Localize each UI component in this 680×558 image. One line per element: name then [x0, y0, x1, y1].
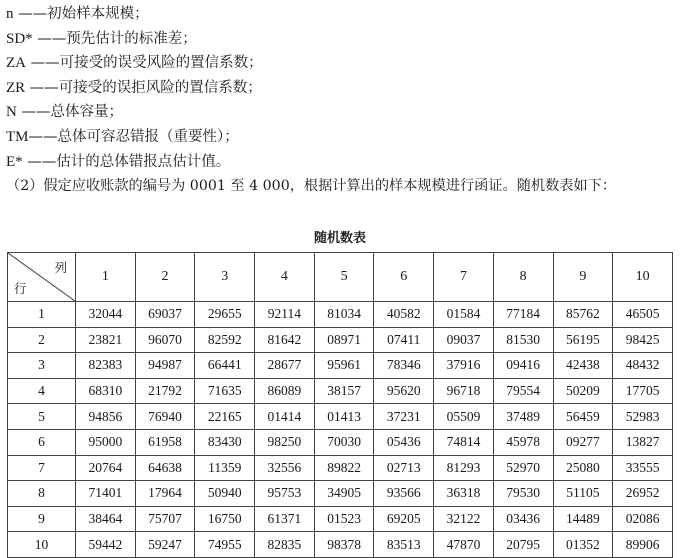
- symbol-tm: TM: [6, 128, 29, 145]
- definition-zr: [6, 76, 676, 101]
- table-cell: 98250: [255, 429, 315, 455]
- table-row: [8, 378, 673, 404]
- row-label: 5: [8, 404, 76, 430]
- table-cell: 37489: [493, 404, 553, 430]
- intro-paragraph: （2）假定应收账款的编号为 0001 至 4 000，根据计算出的样本规模进行函证。随机数表如下：: [6, 178, 617, 195]
- table-cell: 02086: [613, 506, 673, 532]
- table-cell: 52983: [613, 404, 673, 430]
- table-cell: 38157: [314, 378, 374, 404]
- table-cell: 95961: [314, 353, 374, 379]
- table-cell: 95000: [76, 429, 136, 455]
- table-cell: 61958: [135, 429, 195, 455]
- table-cell: 26952: [613, 481, 673, 507]
- table-cell: 36318: [434, 481, 494, 507]
- table-cell: 82383: [76, 353, 136, 379]
- header-row: [8, 253, 673, 302]
- table-cell: 01523: [314, 506, 374, 532]
- table-cell: 96718: [434, 378, 494, 404]
- symbol-e: E*: [6, 153, 23, 170]
- table-cell: 37916: [434, 353, 494, 379]
- table-cell: 66441: [195, 353, 255, 379]
- table-cell: 56195: [553, 327, 613, 353]
- table-cell: 50209: [553, 378, 613, 404]
- table-cell: 61371: [255, 506, 315, 532]
- row-label: 4: [8, 378, 76, 404]
- table-cell: 81034: [314, 302, 374, 328]
- corner-cell: [8, 253, 76, 302]
- table-cell: 38464: [76, 506, 136, 532]
- column-header: 7: [434, 253, 494, 302]
- column-header: 6: [374, 253, 434, 302]
- table-cell: 01413: [314, 404, 374, 430]
- definition-e: [6, 150, 676, 175]
- table-cell: 52970: [493, 455, 553, 481]
- table-cell: 01352: [553, 532, 613, 558]
- table-cell: 21792: [135, 378, 195, 404]
- table-cell: 42438: [553, 353, 613, 379]
- table-cell: 79530: [493, 481, 553, 507]
- table-cell: 03436: [493, 506, 553, 532]
- definition-text: ——可接受的误受风险的置信系数；: [26, 55, 263, 72]
- row-label: 9: [8, 506, 76, 532]
- table-cell: 48432: [613, 353, 673, 379]
- table-cell: 96070: [135, 327, 195, 353]
- table-cell: 01584: [434, 302, 494, 328]
- table-cell: 09277: [553, 429, 613, 455]
- table-cell: 28677: [255, 353, 315, 379]
- row-label: 8: [8, 481, 76, 507]
- definitions-list: [6, 2, 676, 199]
- column-header: 8: [493, 253, 553, 302]
- definition-za: [6, 51, 676, 76]
- table-row: [8, 429, 673, 455]
- table-cell: 02713: [374, 455, 434, 481]
- definition-text: ——总体容量；: [16, 104, 123, 121]
- table-cell: 70030: [314, 429, 374, 455]
- table-cell: 89906: [613, 532, 673, 558]
- table-cell: 17705: [613, 378, 673, 404]
- table-cell: 23821: [76, 327, 136, 353]
- table-cell: 33555: [613, 455, 673, 481]
- table-row: [8, 532, 673, 558]
- table-cell: 94856: [76, 404, 136, 430]
- table-cell: 32044: [76, 302, 136, 328]
- table-cell: 59247: [135, 532, 195, 558]
- column-header: 1: [76, 253, 136, 302]
- table-cell: 69205: [374, 506, 434, 532]
- table-cell: 69037: [135, 302, 195, 328]
- table-cell: 47870: [434, 532, 494, 558]
- table-cell: 98378: [314, 532, 374, 558]
- table-cell: 25080: [553, 455, 613, 481]
- symbol-sd: SD*: [6, 30, 33, 47]
- definition-n-total: [6, 100, 676, 125]
- table-cell: 09416: [493, 353, 553, 379]
- definition-sd: [6, 27, 676, 52]
- definition-tm: [6, 125, 676, 150]
- table-cell: 45978: [493, 429, 553, 455]
- table-cell: 56459: [553, 404, 613, 430]
- column-header: 3: [195, 253, 255, 302]
- symbol-zr: ZR: [6, 79, 26, 96]
- table-cell: 37231: [374, 404, 434, 430]
- table-cell: 09037: [434, 327, 494, 353]
- definition-text: ——初始样本规模；: [13, 6, 149, 22]
- symbol-n: n: [6, 6, 14, 22]
- definition-n: [6, 2, 676, 27]
- table-cell: 08971: [314, 327, 374, 353]
- definition-text: ——可接受的误拒风险的置信系数；: [25, 79, 262, 96]
- table-cell: 20795: [493, 532, 553, 558]
- symbol-n-total: N: [6, 104, 17, 121]
- table-cell: 14489: [553, 506, 613, 532]
- table-row: [8, 302, 673, 328]
- table-cell: 98425: [613, 327, 673, 353]
- column-header: 5: [314, 253, 374, 302]
- table-cell: 32122: [434, 506, 494, 532]
- table-cell: 81530: [493, 327, 553, 353]
- table-cell: 71635: [195, 378, 255, 404]
- table-row: [8, 404, 673, 430]
- table-row: [8, 327, 673, 353]
- table-cell: 95753: [255, 481, 315, 507]
- definition-text: ——总体可容忍错报（重要性）；: [28, 128, 239, 145]
- table-cell: 74955: [195, 532, 255, 558]
- table-cell: 95620: [374, 378, 434, 404]
- definition-text: ——预先估计的标准差；: [32, 30, 197, 47]
- table-cell: 81642: [255, 327, 315, 353]
- random-number-table: [7, 252, 673, 558]
- table-cell: 51105: [553, 481, 613, 507]
- definition-text: ——估计的总体错报点估计值。: [22, 153, 231, 170]
- column-header-label: 列: [54, 260, 67, 275]
- table-cell: 40582: [374, 302, 434, 328]
- table-cell: 93566: [374, 481, 434, 507]
- column-header: 2: [135, 253, 195, 302]
- table-cell: 05509: [434, 404, 494, 430]
- row-label: 2: [8, 327, 76, 353]
- table-cell: 86089: [255, 378, 315, 404]
- table-cell: 64638: [135, 455, 195, 481]
- table-row: [8, 455, 673, 481]
- table-cell: 71401: [76, 481, 136, 507]
- table-cell: 07411: [374, 327, 434, 353]
- table-cell: 82835: [255, 532, 315, 558]
- table-cell: 11359: [195, 455, 255, 481]
- table-cell: 16750: [195, 506, 255, 532]
- row-label: 3: [8, 353, 76, 379]
- table-cell: 82592: [195, 327, 255, 353]
- column-header: 10: [613, 253, 673, 302]
- symbol-za: ZA: [6, 55, 26, 72]
- table-title: 随机数表: [313, 231, 366, 246]
- table-row: [8, 353, 673, 379]
- table-row: [8, 506, 673, 532]
- table-cell: 85762: [553, 302, 613, 328]
- table-body: [8, 302, 673, 558]
- table-row: [8, 481, 673, 507]
- row-label: 10: [8, 532, 76, 558]
- table-cell: 05436: [374, 429, 434, 455]
- column-header: 4: [255, 253, 315, 302]
- row-label: 6: [8, 429, 76, 455]
- table-cell: 94987: [135, 353, 195, 379]
- table-cell: 68310: [76, 378, 136, 404]
- table-cell: 83430: [195, 429, 255, 455]
- table-cell: 22165: [195, 404, 255, 430]
- table-cell: 46505: [613, 302, 673, 328]
- table-cell: 01414: [255, 404, 315, 430]
- row-label: 1: [8, 302, 76, 328]
- table-cell: 74814: [434, 429, 494, 455]
- row-header-label: 行: [14, 281, 27, 296]
- table-cell: 78346: [374, 353, 434, 379]
- table-cell: 76940: [135, 404, 195, 430]
- column-header: 9: [553, 253, 613, 302]
- table-cell: 77184: [493, 302, 553, 328]
- table-cell: 81293: [434, 455, 494, 481]
- table-cell: 75707: [135, 506, 195, 532]
- table-cell: 59442: [76, 532, 136, 558]
- table-cell: 29655: [195, 302, 255, 328]
- table-cell: 20764: [76, 455, 136, 481]
- table-cell: 79554: [493, 378, 553, 404]
- table-cell: 13827: [613, 429, 673, 455]
- table-cell: 17964: [135, 481, 195, 507]
- table-cell: 83513: [374, 532, 434, 558]
- table-cell: 92114: [255, 302, 315, 328]
- table-cell: 50940: [195, 481, 255, 507]
- table-cell: 34905: [314, 481, 374, 507]
- table-cell: 32556: [255, 455, 315, 481]
- table-cell: 89822: [314, 455, 374, 481]
- row-label: 7: [8, 455, 76, 481]
